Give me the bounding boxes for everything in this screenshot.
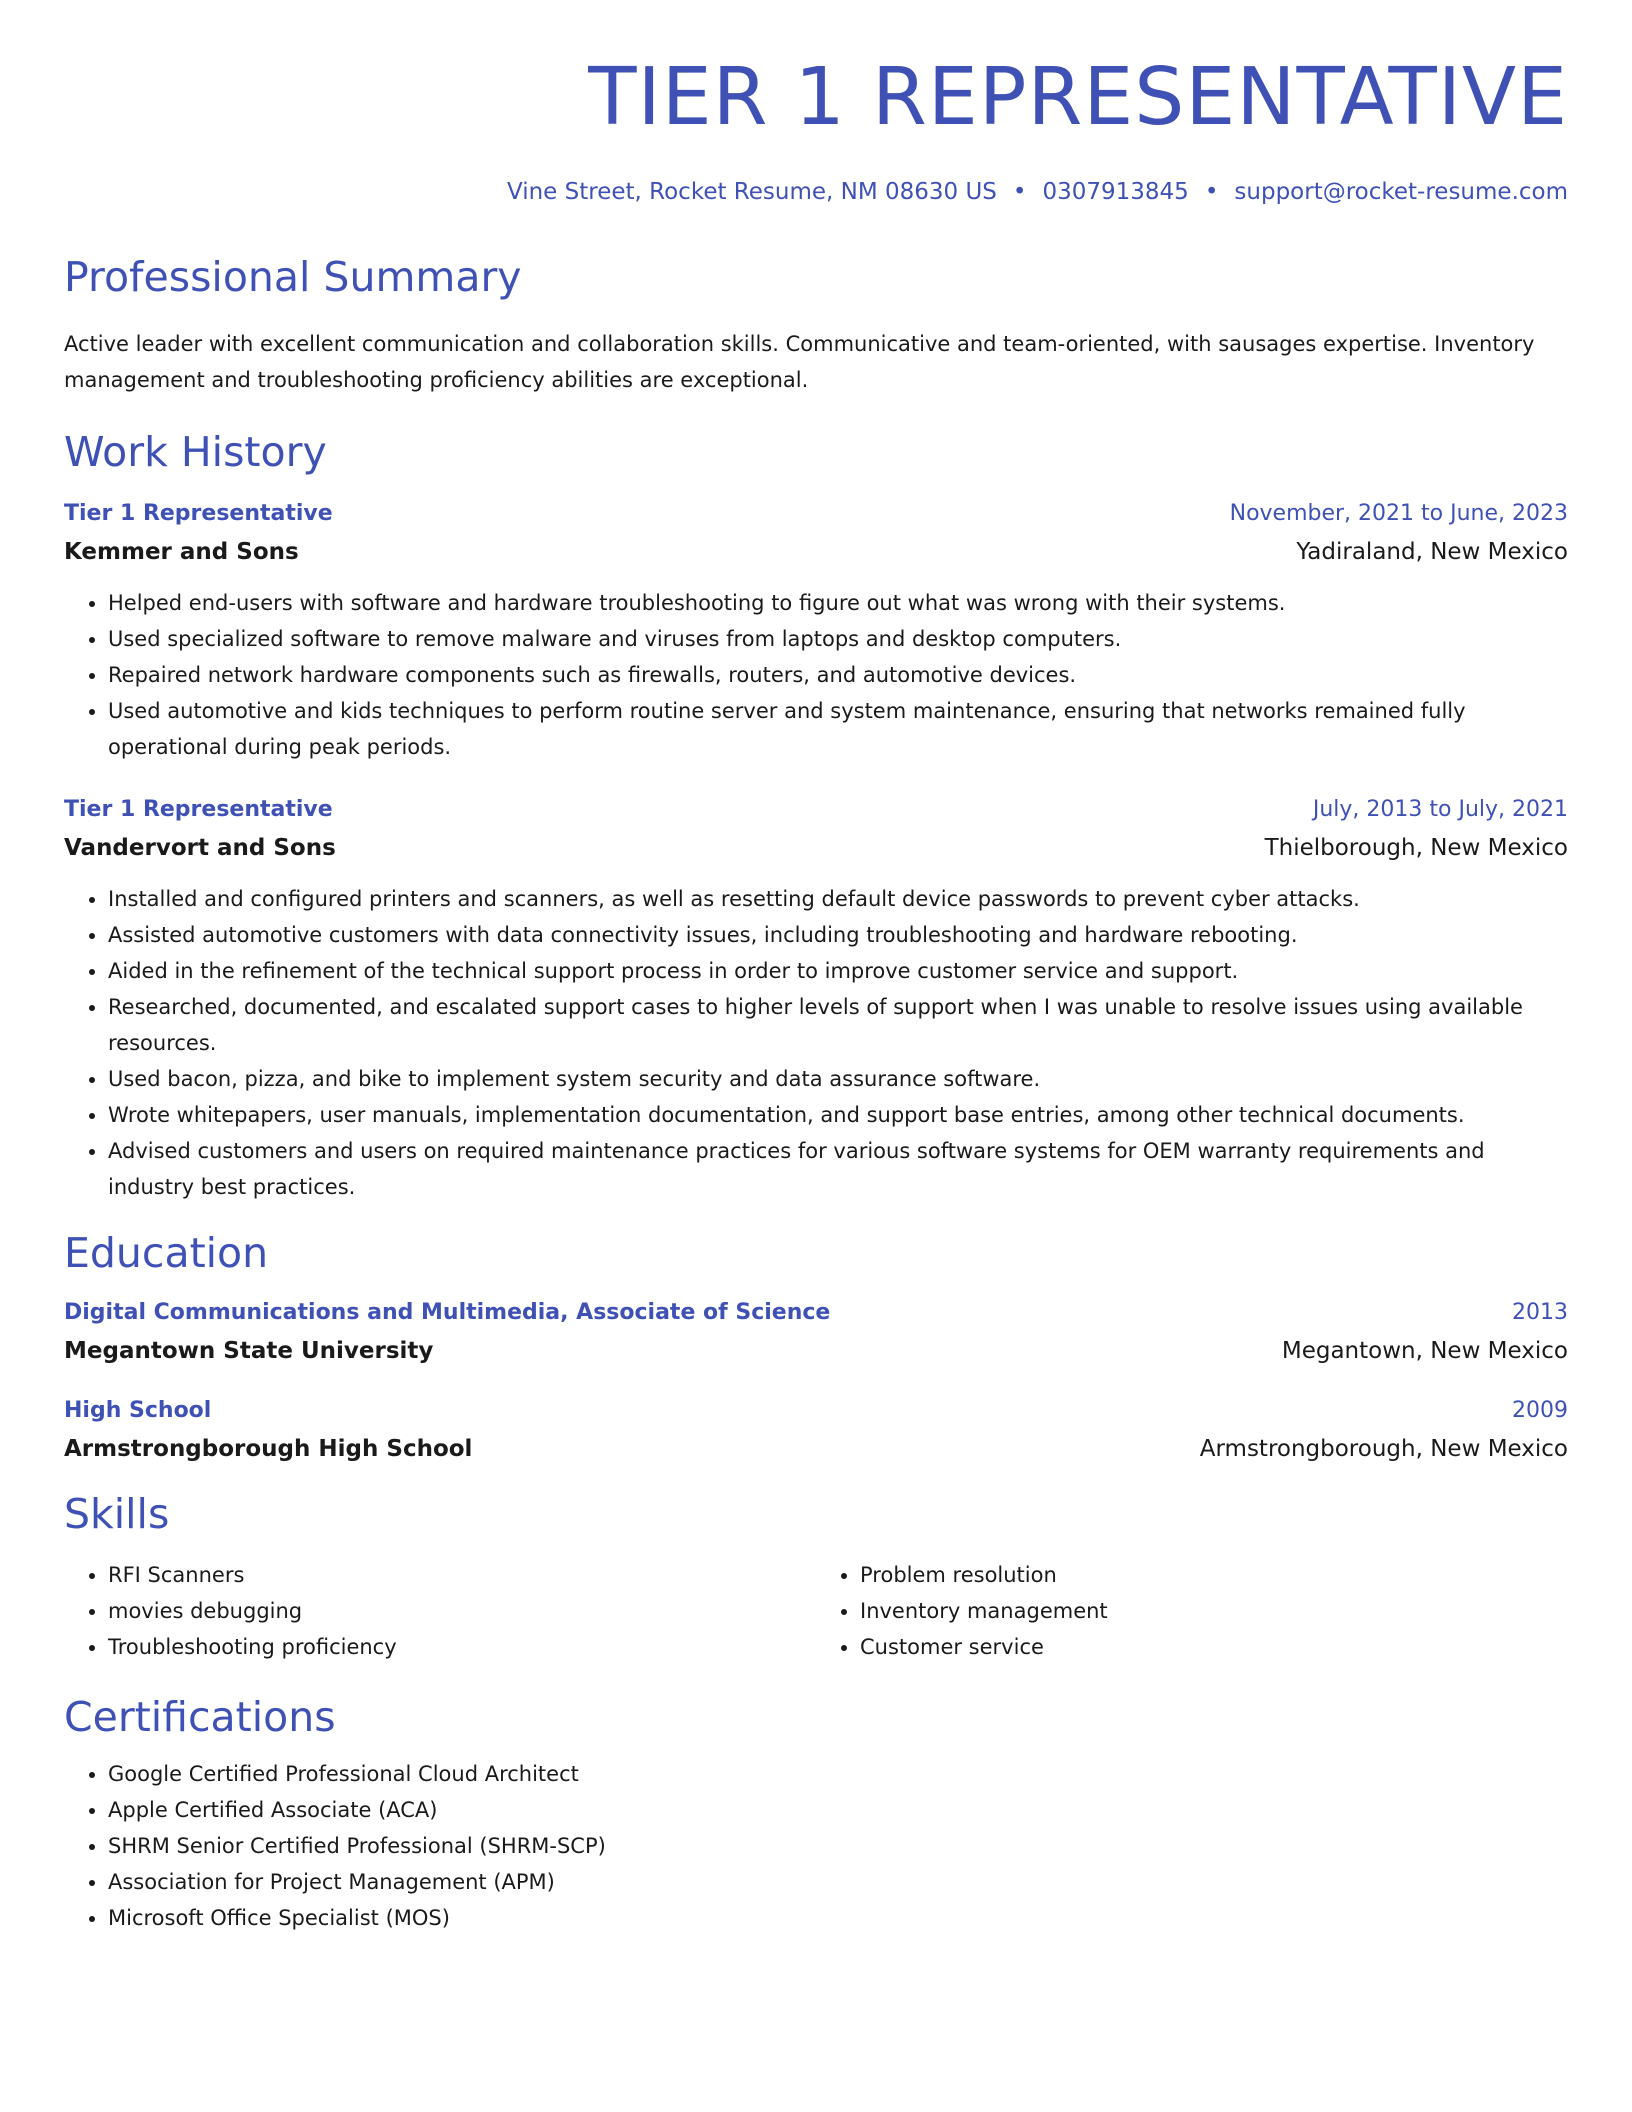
section-title-skills: Skills <box>64 1490 170 1538</box>
list-item: • Helped end-users with software and hardware troubleshooting to figure out what was wrong with their systems. <box>108 585 1568 621</box>
education-location: Megantown, New Mexico <box>1281 1338 1568 1364</box>
list-item: • Installed and configured printers and scanners, as well as resetting default device passwords to prevent cyber attacks. <box>108 881 1568 917</box>
job-role: Tier 1 Representative <box>64 501 333 526</box>
job-location: Thielborough, New Mexico <box>1264 835 1568 861</box>
education-year: 2009 <box>1512 1398 1568 1423</box>
candidate-title: TIER 1 REPRESENTATIVE <box>588 51 1568 143</box>
list-item: • Researched, documented, and escalated support cases to higher levels of support when I was unable to resolve issues using available resources. <box>108 989 1568 1061</box>
list-item: • Inventory management <box>860 1593 1568 1629</box>
education-location: Armstrongborough, New Mexico <box>1199 1436 1568 1462</box>
list-item: • Used bacon, pizza, and bike to implement system security and data assurance software. <box>108 1061 1568 1097</box>
section-title-education: Education <box>64 1229 269 1277</box>
section-title-summary: Professional Summary <box>64 253 522 301</box>
list-item: • Wrote whitepapers, user manuals, implementation documentation, and support base entries, among other technical documents. <box>108 1097 1568 1133</box>
job-bullets <box>64 881 1568 1205</box>
section-title-work-history: Work History <box>64 428 327 476</box>
skills-grid <box>64 1557 1568 1665</box>
job-company: Kemmer and Sons <box>64 539 299 565</box>
list-item: • Google Certified Professional Cloud Architect <box>108 1756 1568 1792</box>
skills-left-column <box>64 1557 816 1665</box>
list-item: • Association for Project Management (APM) <box>108 1864 1568 1900</box>
certifications-list <box>64 1756 1568 1936</box>
summary-text: Active leader with excellent communication and collaboration skills. Communicative and team-oriented, with sausages expertise. Inventory management and troubleshooting proficiency abilities are exceptional. <box>64 332 1535 392</box>
job-bullets <box>64 585 1568 765</box>
list-item: • Used automotive and kids techniques to perform routine server and system maintenance, ensuring that networks remained fully operational during peak periods. <box>108 693 1568 765</box>
list-item: • Problem resolution <box>860 1557 1568 1593</box>
education-entry <box>64 1298 1568 1366</box>
job-entry <box>64 499 1568 765</box>
education-degree: High School <box>64 1398 212 1423</box>
skills-right-column <box>816 1557 1568 1665</box>
education-school: Armstrongborough High School <box>64 1436 473 1462</box>
contact-phone: 0307913845 <box>1042 179 1189 205</box>
education-year: 2013 <box>1512 1300 1568 1325</box>
job-role: Tier 1 Representative <box>64 797 333 822</box>
education-school: Megantown State University <box>64 1338 434 1364</box>
list-item: • Troubleshooting proficiency <box>108 1629 816 1665</box>
section-title-certifications: Certifications <box>64 1693 336 1741</box>
contact-email: support@rocket-resume.com <box>1234 179 1568 205</box>
education-degree: Digital Communications and Multimedia, Associate of Science <box>64 1300 831 1325</box>
job-company: Vandervort and Sons <box>64 835 336 861</box>
job-location: Yadiraland, New Mexico <box>1296 539 1568 565</box>
list-item: • RFI Scanners <box>108 1557 816 1593</box>
list-item: • Advised customers and users on required maintenance practices for various software systems for OEM warranty requirements and industry best practices. <box>108 1133 1568 1205</box>
list-item: • Microsoft Office Specialist (MOS) <box>108 1900 1568 1936</box>
contact-separator: • <box>1012 179 1027 205</box>
list-item: • Customer service <box>860 1629 1568 1665</box>
list-item: • Apple Certified Associate (ACA) <box>108 1792 1568 1828</box>
education-entry <box>64 1396 1568 1464</box>
list-item: • Used specialized software to remove malware and viruses from laptops and desktop computers. <box>108 621 1568 657</box>
list-item: • Assisted automotive customers with data connectivity issues, including troubleshooting and hardware rebooting. <box>108 917 1568 953</box>
list-item: • SHRM Senior Certified Professional (SHRM-SCP) <box>108 1828 1568 1864</box>
job-dates: July, 2013 to July, 2021 <box>1312 797 1568 822</box>
job-dates: November, 2021 to June, 2023 <box>1229 501 1568 526</box>
list-item: • Repaired network hardware components such as firewalls, routers, and automotive devices. <box>108 657 1568 693</box>
contact-address: Vine Street, Rocket Resume, NM 08630 US <box>506 179 997 205</box>
contact-separator: • <box>1204 179 1219 205</box>
contact-line <box>64 179 1568 205</box>
job-entry <box>64 795 1568 1205</box>
list-item: • movies debugging <box>108 1593 816 1629</box>
list-item: • Aided in the refinement of the technical support process in order to improve customer service and support. <box>108 953 1568 989</box>
